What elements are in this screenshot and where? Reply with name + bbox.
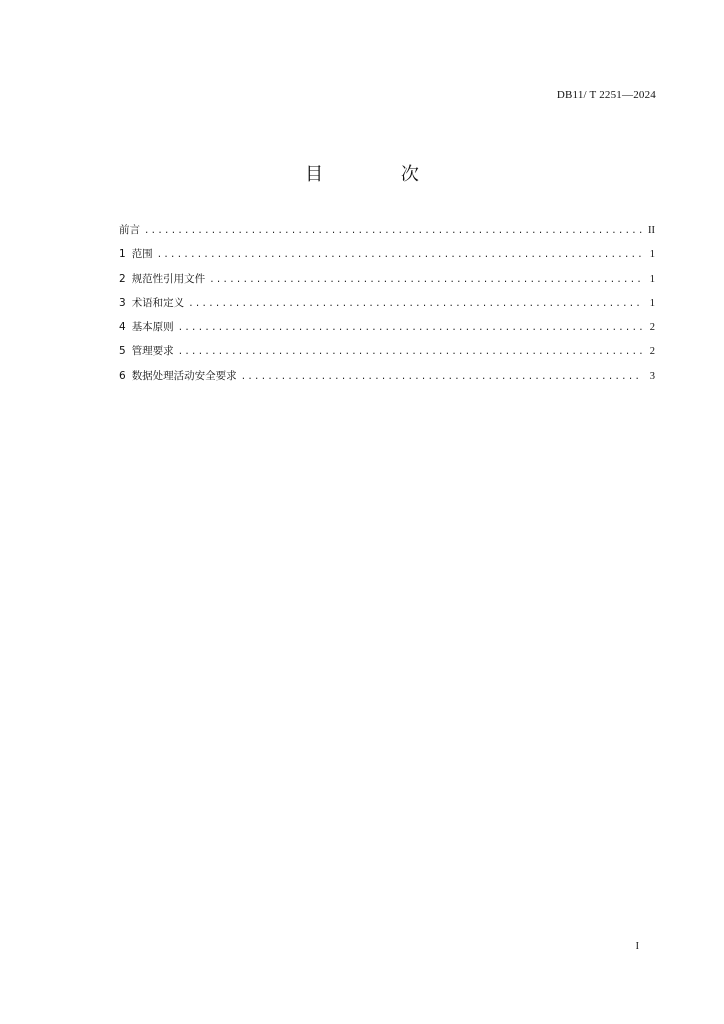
document-code: DB11/ T 2251—2024 (556, 89, 656, 101)
toc-entry-page: 2 (649, 346, 655, 358)
toc-entry-number: 6 (119, 369, 126, 382)
toc-dot-leader (242, 370, 643, 382)
toc-entry-page: II (648, 225, 655, 236)
toc-entry-label: 规范性引用文件 (131, 272, 206, 285)
toc-entry-scope[interactable] (119, 246, 655, 270)
toc-dot-leader (145, 224, 643, 236)
toc-entry-number: 3 (119, 296, 126, 309)
toc-dot-leader (189, 297, 643, 309)
toc-entry-page: 1 (649, 273, 655, 285)
toc-entry-page: 1 (649, 297, 655, 309)
toc-entry-label: 管理要求 (131, 345, 174, 358)
toc-entry-page: 1 (649, 249, 655, 261)
toc-entry-label: 前言 (119, 224, 140, 236)
toc-entry-label: 术语和定义 (131, 296, 185, 309)
toc-dot-leader (210, 273, 643, 285)
table-of-contents (119, 222, 655, 392)
toc-entry-foreword[interactable] (119, 222, 655, 246)
toc-entry-label: 基本原则 (131, 321, 174, 334)
toc-entry-page: 2 (649, 322, 655, 334)
toc-entry-number: 4 (119, 321, 126, 334)
toc-entry-label: 范围 (131, 248, 153, 261)
toc-dot-leader (179, 321, 643, 333)
toc-entry-number: 5 (119, 345, 126, 358)
toc-title: 目 次 (305, 164, 455, 185)
toc-entry-terms-definitions[interactable] (119, 295, 655, 319)
toc-entry-page: 3 (649, 370, 655, 382)
toc-entry-data-processing-security[interactable] (119, 368, 655, 392)
toc-entry-normative-references[interactable] (119, 271, 655, 295)
toc-entry-management-requirements[interactable] (119, 343, 655, 367)
toc-entry-number: 2 (119, 272, 126, 285)
toc-dot-leader (179, 345, 643, 357)
toc-dot-leader (158, 248, 643, 260)
toc-entry-number: 1 (119, 248, 126, 261)
page-number: I (635, 941, 639, 952)
toc-entry-basic-principles[interactable] (119, 319, 655, 343)
toc-entry-label: 数据处理活动安全要求 (131, 369, 237, 382)
